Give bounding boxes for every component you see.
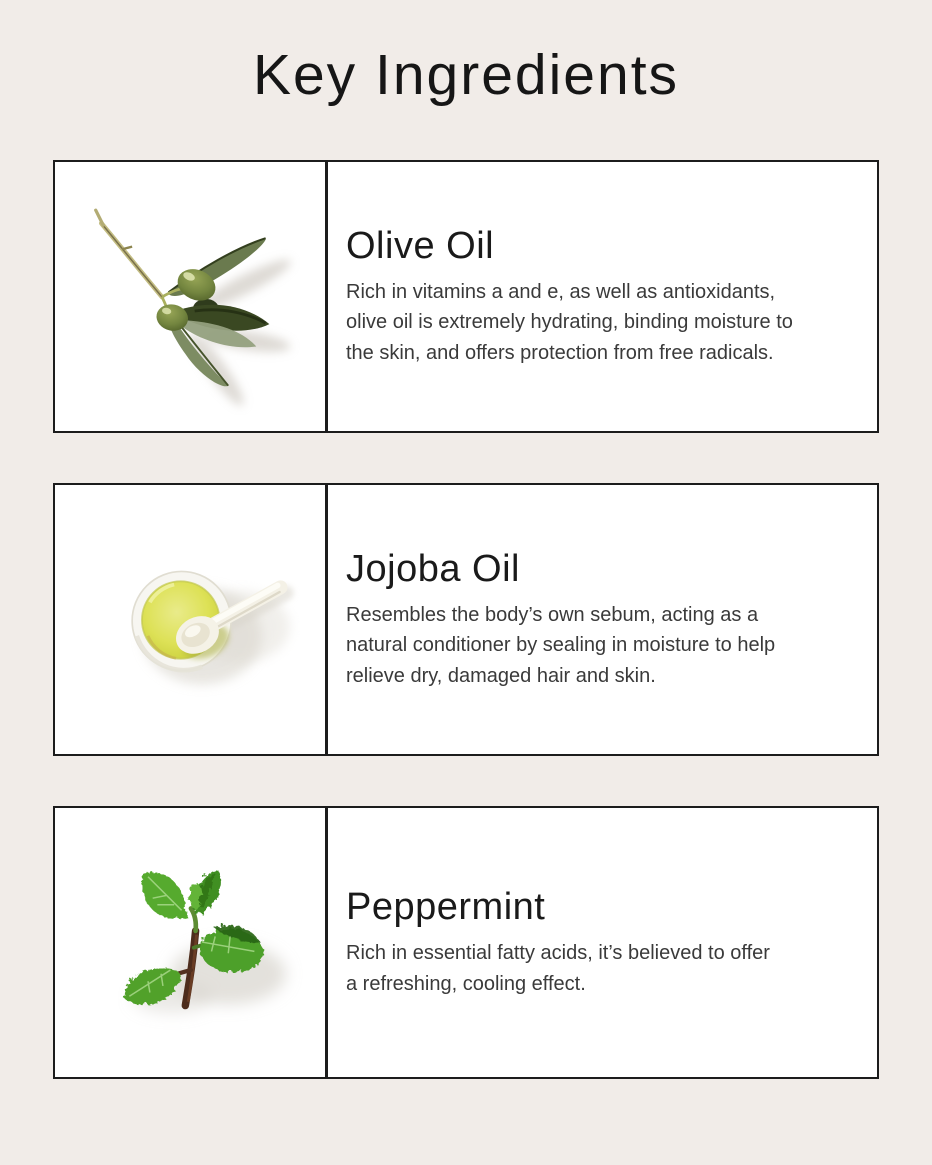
ingredient-card-olive-oil: [53, 160, 879, 433]
ingredient-cards: [53, 160, 879, 1079]
card-image-cell: [55, 162, 328, 431]
ingredient-description: Rich in essential fatty acids, it’s believed to offer a refreshing, cooling effect.: [346, 942, 770, 995]
olive-branch-image: [64, 171, 316, 423]
card-image-cell: [55, 808, 328, 1077]
ingredient-name: Peppermint: [346, 886, 546, 928]
card-text-cell: [328, 485, 877, 754]
card-image-cell: [55, 485, 328, 754]
ingredient-description: Rich in vitamins a and e, as well as antioxidants, olive oil is extremely hydrating, binding moisture to the skin, and offers protection from free radicals.: [346, 280, 793, 364]
card-text-cell: [328, 162, 877, 431]
page-title: Key Ingredients: [252, 43, 680, 107]
ingredient-name: Olive Oil: [346, 224, 495, 267]
card-text-cell: [328, 808, 877, 1077]
ingredient-description: Resembles the body’s own sebum, acting as a natural conditioner by sealing in moisture to help relieve dry, damaged hair and skin.: [346, 603, 776, 687]
jojoba-oil-bowl-image: [64, 494, 316, 746]
peppermint-sprig-image: [64, 817, 316, 1069]
ingredient-card-jojoba-oil: [53, 483, 879, 756]
ingredient-name: Jojoba Oil: [346, 547, 520, 590]
ingredient-card-peppermint: [53, 806, 879, 1079]
